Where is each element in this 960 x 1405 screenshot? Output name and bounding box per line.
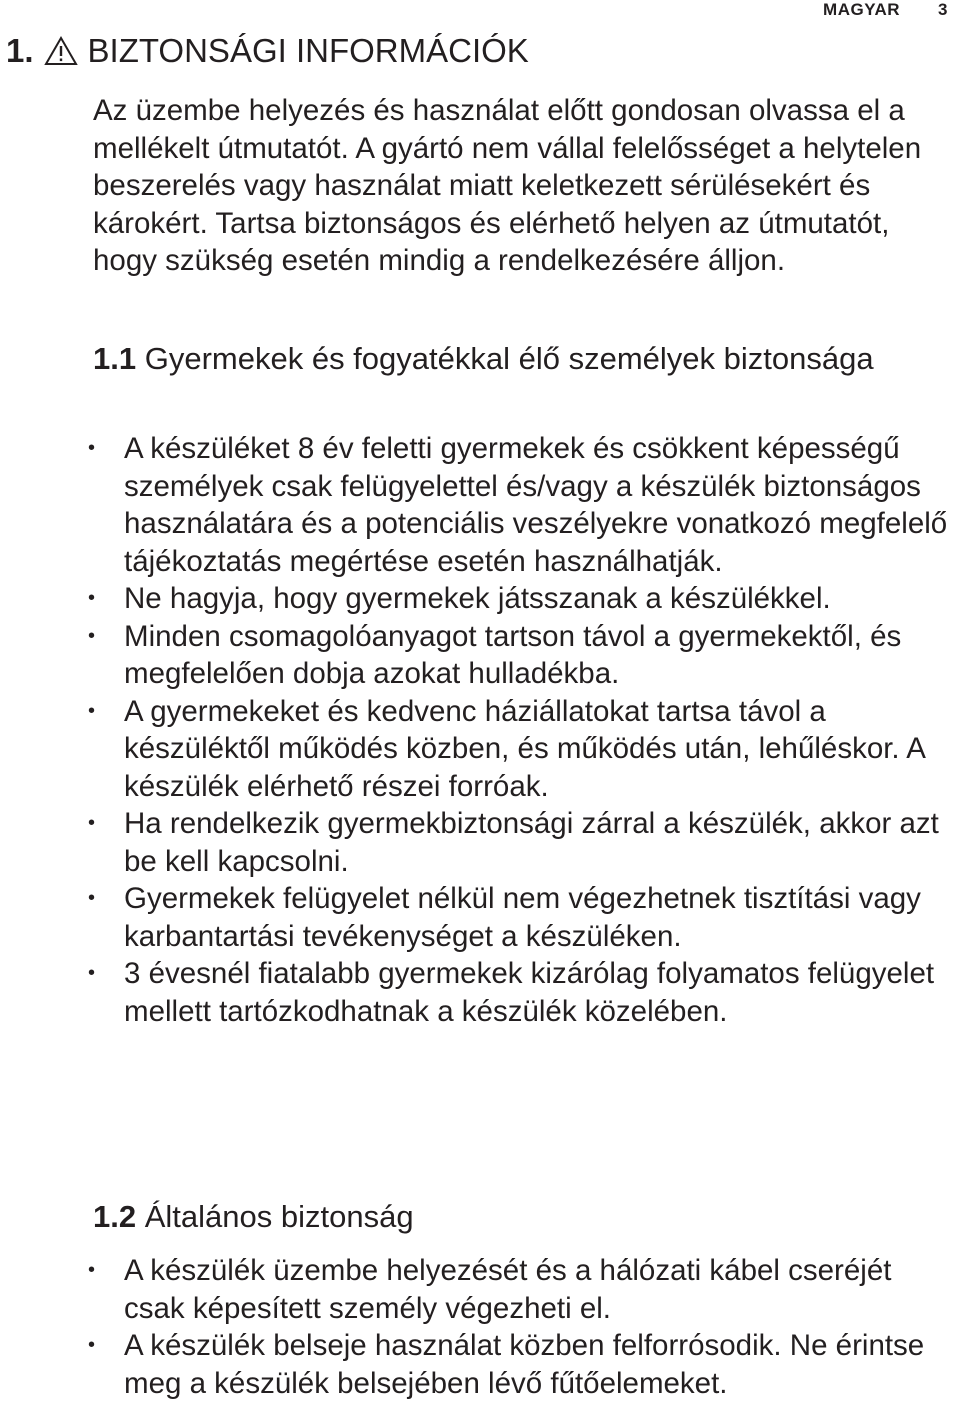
list-item-text: A készülék üzembe helyezését és a hálózati kábel cseréjét csak képesített személy végezheti el. bbox=[124, 1254, 892, 1325]
list-item-text: Gyermekek felügyelet nélkül nem végezhetnek tisztítási vagy karbantartási tevékenységet a készüléken. bbox=[124, 882, 921, 953]
bullet-icon: • bbox=[88, 699, 96, 722]
warning-triangle-icon bbox=[44, 36, 78, 66]
subsection-heading-1 bbox=[93, 340, 953, 378]
bullet-icon: • bbox=[88, 812, 96, 834]
subsection-number: 1.1 bbox=[93, 341, 137, 376]
bullet-icon: • bbox=[88, 887, 96, 909]
bullet-list-1 bbox=[84, 430, 954, 1030]
bullet-icon: • bbox=[88, 587, 96, 609]
section-number: 1. bbox=[6, 32, 34, 69]
list-item bbox=[84, 805, 954, 880]
section-heading bbox=[6, 32, 529, 70]
bullet-icon: • bbox=[88, 1259, 96, 1281]
bullet-icon: • bbox=[88, 624, 96, 647]
list-item bbox=[84, 955, 954, 1030]
subsection-number: 1.2 bbox=[93, 1199, 137, 1234]
section-title: BIZTONSÁGI INFORMÁCIÓK bbox=[87, 32, 529, 69]
list-item bbox=[84, 580, 954, 618]
bullet-list-2 bbox=[84, 1252, 954, 1402]
list-item bbox=[84, 693, 954, 806]
language-label: MAGYAR bbox=[823, 0, 901, 19]
list-item-text: A készülék belseje használat közben felforrósodik. Ne érintse meg a készülék belsejében lévő fűtőelemeket. bbox=[124, 1329, 925, 1400]
list-item-text: A gyermekeket és kedvenc háziállatokat tartsa távol a készüléktől működés közben, és működés után, lehűléskor. A készülék elérhető részei forróak. bbox=[124, 694, 925, 803]
intro-paragraph: Az üzembe helyezés és használat előtt gondosan olvassa el a mellékelt útmutatót. A gyártó nem vállal felelősséget a helytelen beszerelés vagy használat miatt keletkezett sérülésekért és károkért. Tartsa biztonságos és elérhető helyen az útmutatót, hogy szükség esetén mindig a rendelkezésére álljon. bbox=[93, 94, 922, 277]
list-item-text: Minden csomagolóanyagot tartson távol a gyermekektől, és megfelelően dobja azokat hulladékba. bbox=[124, 619, 902, 690]
list-item-text: 3 évesnél fiatalabb gyermekek kizárólag folyamatos felügyelet mellett tartózkodhatnak a készülék közelében. bbox=[124, 957, 935, 1028]
list-item bbox=[84, 618, 954, 693]
page-header bbox=[823, 0, 948, 20]
subsection-heading-2 bbox=[93, 1198, 953, 1236]
list-item-text: Ne hagyja, hogy gyermekek játsszanak a készülékkel. bbox=[124, 582, 831, 615]
bullet-icon: • bbox=[88, 437, 96, 459]
list-item bbox=[84, 1252, 954, 1327]
list-item bbox=[84, 1327, 954, 1402]
bullet-icon: • bbox=[88, 1334, 96, 1356]
list-item bbox=[84, 880, 954, 955]
bullet-icon: • bbox=[88, 962, 96, 984]
list-item-text: Ha rendelkezik gyermekbiztonsági zárral a készülék, akkor azt be kell kapcsolni. bbox=[124, 807, 939, 878]
page-number: 3 bbox=[938, 0, 948, 19]
subsection-title: Általános biztonság bbox=[144, 1199, 414, 1234]
list-item bbox=[84, 430, 954, 580]
list-item-text: A készüléket 8 év feletti gyermekek és csökkent képességű személyek csak felügyelettel és/vagy a készülék biztonságos használatára és a potenciális veszélyekre vonatkozó megfelelő tájékoztatás megértése esetén használhatják. bbox=[124, 432, 948, 578]
subsection-title: Gyermekek és fogyatékkal élő személyek biztonsága bbox=[144, 341, 874, 376]
